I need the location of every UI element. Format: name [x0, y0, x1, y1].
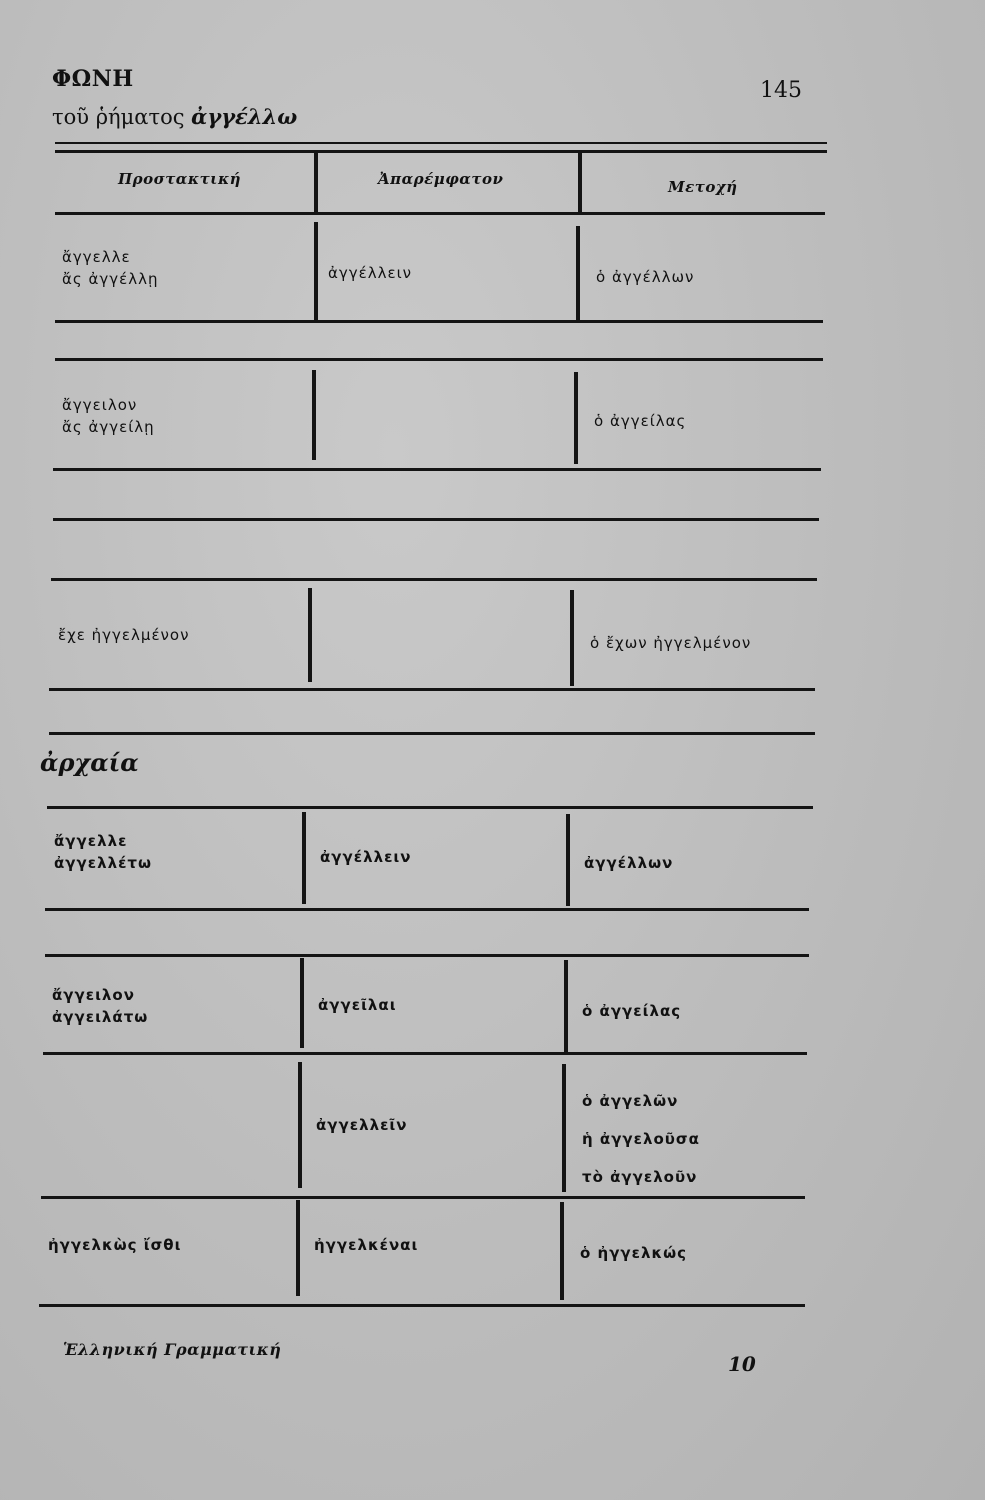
- verb-subtitle-prefix: τοῦ ῥήματος: [52, 105, 185, 129]
- ancient-top-rule: [47, 806, 813, 809]
- footer-sheet-number: 10: [728, 1352, 756, 1376]
- ancient-row4-infinitive: ἠγγελκέναι: [314, 1236, 419, 1254]
- top-rule-2: [55, 150, 827, 153]
- modern-row3-divider-1: [308, 588, 312, 682]
- verb-subtitle-verb: ἀγγέλλω: [191, 104, 298, 129]
- column-header-imperative: Προστακτική: [118, 170, 242, 188]
- ancient-row1-imperative: ἄγγελλε ἀγγελλέτω: [54, 832, 153, 872]
- modern-row2-divider-1: [312, 370, 316, 460]
- modern-row1-divider-2: [576, 226, 580, 320]
- ancient-row2-divider-1: [300, 958, 304, 1048]
- ancient-row2-infinitive: ἀγγεῖλαι: [318, 996, 397, 1014]
- column-header-infinitive: Ἀπαρέμφατον: [378, 170, 504, 188]
- ancient-row2-participle: ὁ ἀγγείλας: [582, 1002, 682, 1020]
- modern-row3-participle: ὁ ἔχων ἠγγελμένον: [590, 634, 752, 652]
- ancient-row2-divider-2: [564, 960, 568, 1054]
- header-bottom-rule: [55, 212, 825, 215]
- modern-bottom-rule: [49, 732, 815, 735]
- modern-row1-rule: [55, 320, 823, 323]
- modern-row3-imperative: ἔχε ἠγγελμένον: [58, 626, 190, 644]
- footer-book-title: Ἑλληνική Γραμματική: [63, 1340, 282, 1359]
- modern-row2-imperative: ἄγγειλον ἄς ἀγγείλῃ: [62, 396, 155, 436]
- ancient-row2-rule: [43, 1052, 807, 1055]
- voice-heading: ΦΩΝΗ: [52, 66, 134, 92]
- ancient-row4-participle: ὁ ἠγγελκώς: [580, 1244, 688, 1262]
- header-divider-2: [578, 150, 582, 212]
- ancient-row1-infinitive: ἀγγέλλειν: [320, 848, 412, 866]
- page-number: 145: [760, 78, 802, 103]
- modern-row1-imperative: ἄγγελλε ἄς ἀγγέλλῃ: [62, 248, 159, 288]
- ancient-row1-participle: ἀγγέλλων: [584, 854, 674, 872]
- modern-row2-divider-2: [574, 372, 578, 464]
- modern-row3-top-rule: [51, 578, 817, 581]
- modern-row2-top-rule: [55, 358, 823, 361]
- ancient-row3-infinitive: ἀγγελλεῖν: [316, 1116, 408, 1134]
- header-divider-1: [314, 150, 318, 212]
- ancient-row1-divider-1: [302, 812, 306, 904]
- verb-subtitle: [52, 104, 297, 129]
- modern-row1-divider-1: [314, 222, 318, 320]
- modern-gap-rule: [53, 518, 819, 521]
- ancient-row3-divider-2: [562, 1064, 566, 1192]
- modern-row1-participle: ὁ ἀγγέλλων: [596, 268, 695, 286]
- modern-row3-rule: [49, 688, 815, 691]
- column-header-participle: Μετοχή: [668, 178, 738, 196]
- ancient-row3-divider-1: [298, 1062, 302, 1188]
- ancient-section-title: ἀρχαία: [40, 748, 139, 777]
- modern-row2-rule: [53, 468, 821, 471]
- modern-row2-participle: ὁ ἀγγείλας: [594, 412, 687, 430]
- modern-row1-infinitive: ἀγγέλλειν: [328, 264, 413, 282]
- modern-row3-divider-2: [570, 590, 574, 686]
- ancient-row4-divider-2: [560, 1202, 564, 1300]
- top-rule-1: [55, 142, 827, 144]
- ancient-row3-rule: [41, 1196, 805, 1199]
- ancient-row2-top-rule: [45, 954, 809, 957]
- ancient-row3-participle: ὁ ἀγγελῶν ἡ ἀγγελοῦσα τὸ ἀγγελοῦν: [582, 1092, 700, 1186]
- ancient-row2-imperative: ἄγγειλον ἀγγειλάτω: [52, 986, 149, 1026]
- ancient-row4-divider-1: [296, 1200, 300, 1296]
- ancient-row1-rule: [45, 908, 809, 911]
- ancient-bottom-rule: [39, 1304, 805, 1307]
- ancient-row1-divider-2: [566, 814, 570, 906]
- ancient-row4-imperative: ἠγγελκὼς ἴσθι: [48, 1236, 182, 1254]
